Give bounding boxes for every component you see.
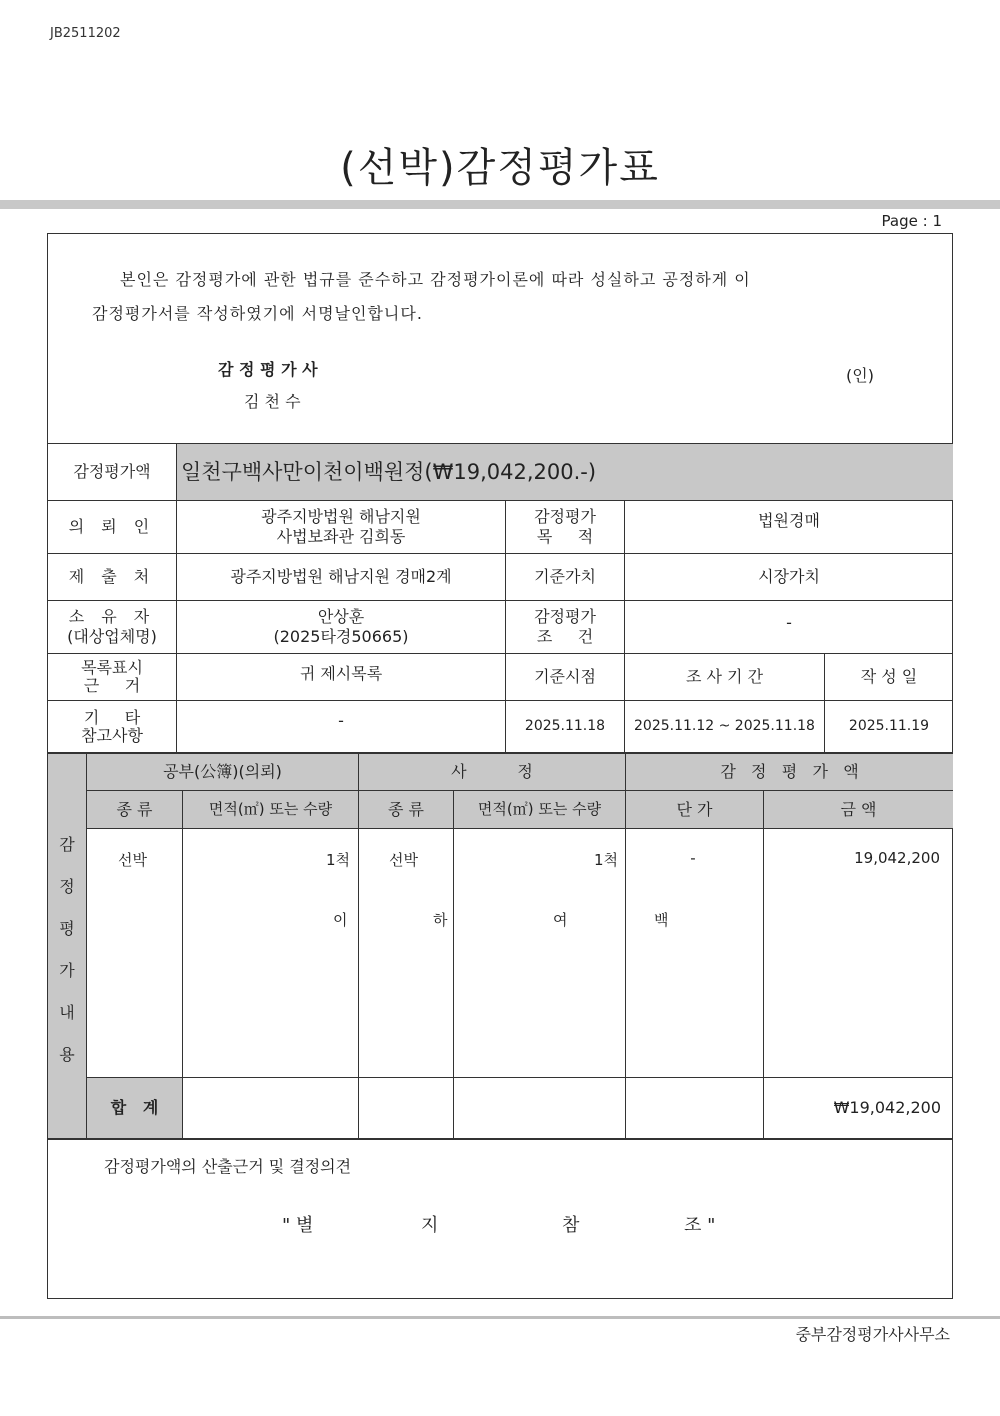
owner-name: 안상훈 bbox=[317, 607, 365, 626]
rule bbox=[182, 790, 183, 1139]
list-basis-label bbox=[48, 654, 176, 700]
ref-open: " 별 bbox=[282, 1215, 314, 1236]
bottom-divider bbox=[0, 1316, 1000, 1319]
total-amount: ₩19,042,200 bbox=[833, 1098, 941, 1117]
written-date-value: 2025.11.19 bbox=[848, 718, 930, 735]
side-char: 내 bbox=[59, 1003, 75, 1022]
other-label-1: 기 타 bbox=[83, 707, 141, 727]
col-area: 면적(㎡) 또는 수량 bbox=[208, 800, 333, 819]
col-amount: 금 액 bbox=[840, 799, 877, 819]
conditions-label bbox=[506, 601, 624, 653]
list-basis-label-2: 근 거 bbox=[83, 676, 141, 695]
requester-label: 의 뢰 인 bbox=[68, 517, 156, 536]
base-date-value: 2025.11.18 bbox=[524, 718, 606, 735]
survey-period-header: 조 사 기 간 bbox=[685, 667, 764, 686]
row-unit-price: - bbox=[690, 849, 696, 867]
appraisal-group-header: 감 정 평 가 액 bbox=[720, 762, 859, 781]
survey-period-value: 2025.11.12 ~ 2025.11.18 bbox=[634, 718, 815, 735]
amount-label: 감정평가액 bbox=[73, 462, 151, 481]
total-label: 합 계 bbox=[110, 1098, 159, 1117]
requester-line-1: 광주지방법원 해남지원 bbox=[261, 507, 421, 526]
rule bbox=[453, 790, 454, 1139]
row-amount: 19,042,200 bbox=[854, 849, 940, 867]
blank-below-char: 하 bbox=[433, 911, 448, 929]
ref-close: 조 " bbox=[684, 1215, 716, 1236]
blank-below-char: 여 bbox=[553, 911, 568, 929]
appraiser-name: 김 천 수 bbox=[244, 392, 301, 411]
document-code: JB2511202 bbox=[50, 26, 121, 41]
ref-ji: 지 bbox=[421, 1215, 439, 1236]
appraisal-form bbox=[47, 233, 953, 1299]
rule bbox=[86, 828, 953, 829]
owner-label-1: 소 유 자 bbox=[68, 607, 156, 626]
col-kind: 종 류 bbox=[116, 799, 153, 819]
inspection-group-header: 사 정 bbox=[451, 762, 533, 781]
col-unit-price: 단 가 bbox=[676, 799, 713, 819]
purpose-label-1: 감정평가 bbox=[534, 507, 596, 526]
submitted-to-value: 광주지방법원 해남지원 경매2계 bbox=[230, 567, 452, 586]
list-basis-label-1: 목록표시 bbox=[81, 657, 143, 677]
oath-line-2: 감정평가서를 작성하였기에 서명날인합니다. bbox=[92, 304, 423, 323]
appraiser-title: 감 정 평 가 사 bbox=[218, 360, 318, 379]
case-number: (2025타경50665) bbox=[273, 627, 409, 646]
conditions-value: - bbox=[786, 613, 792, 632]
other-value: - bbox=[338, 711, 344, 730]
value-basis-value: 시장가치 bbox=[758, 567, 820, 586]
row-quantity: 1척 bbox=[325, 851, 350, 869]
conditions-label-2: 조 건 bbox=[536, 627, 594, 646]
blank-below-char: 백 bbox=[654, 911, 669, 929]
row-kind-inspected: 선박 bbox=[389, 851, 418, 869]
side-char: 평 bbox=[59, 919, 75, 938]
purpose-label bbox=[506, 501, 624, 553]
conditions-label-1: 감정평가 bbox=[534, 607, 596, 626]
side-char: 정 bbox=[59, 877, 75, 896]
basis-note-title: 감정평가액의 산출근거 및 결정의견 bbox=[104, 1157, 352, 1176]
page-title: (선박)감정평가표 bbox=[340, 145, 660, 191]
owner-value bbox=[177, 601, 505, 653]
value-basis-label: 기준가치 bbox=[534, 567, 596, 586]
amount-value: 일천구백사만이천이백원정(₩19,042,200.-) bbox=[181, 459, 597, 484]
top-divider bbox=[0, 200, 1000, 209]
page-indicator bbox=[760, 212, 942, 230]
written-date-header: 작 성 일 bbox=[860, 667, 918, 686]
page-separator: : bbox=[922, 212, 928, 230]
col-area-inspected: 면적(㎡) 또는 수량 bbox=[477, 800, 602, 819]
requester-line-2: 사법보좌관 김희동 bbox=[276, 527, 406, 546]
side-char: 용 bbox=[59, 1045, 75, 1064]
content-side-label bbox=[48, 824, 86, 1076]
submitted-to-label: 제 출 처 bbox=[68, 567, 156, 586]
oath-line-1: 본인은 감정평가에 관한 법규를 준수하고 감정평가이론에 따라 성실하고 공정하게 이 bbox=[120, 270, 751, 289]
seal-mark: (인) bbox=[846, 366, 874, 385]
firm-name: 중부감정평가사사무소 bbox=[795, 1325, 950, 1344]
other-label-2: 참고사항 bbox=[81, 726, 143, 745]
blank-below-char: 이 bbox=[333, 911, 348, 929]
owner-label-2: (대상업체명) bbox=[67, 627, 157, 646]
registry-group-header: 공부(公簿)(의뢰) bbox=[163, 762, 282, 781]
side-char: 감 bbox=[59, 835, 75, 854]
purpose-value: 법원경매 bbox=[758, 511, 820, 530]
purpose-label-2: 목 적 bbox=[536, 527, 594, 546]
page-label: Page bbox=[881, 212, 918, 230]
owner-label bbox=[48, 601, 176, 653]
list-basis-value: 귀 제시목록 bbox=[299, 664, 383, 683]
base-date-header: 기준시점 bbox=[534, 667, 596, 686]
ref-cham: 참 bbox=[562, 1215, 580, 1236]
row-quantity-inspected: 1척 bbox=[593, 851, 618, 869]
other-label bbox=[48, 701, 176, 753]
requester-value bbox=[177, 501, 505, 553]
page-number: 1 bbox=[932, 212, 942, 230]
row-kind: 선박 bbox=[118, 851, 147, 869]
side-char: 가 bbox=[59, 961, 75, 980]
rule bbox=[48, 1138, 953, 1140]
col-kind-inspected: 종 류 bbox=[388, 799, 424, 819]
